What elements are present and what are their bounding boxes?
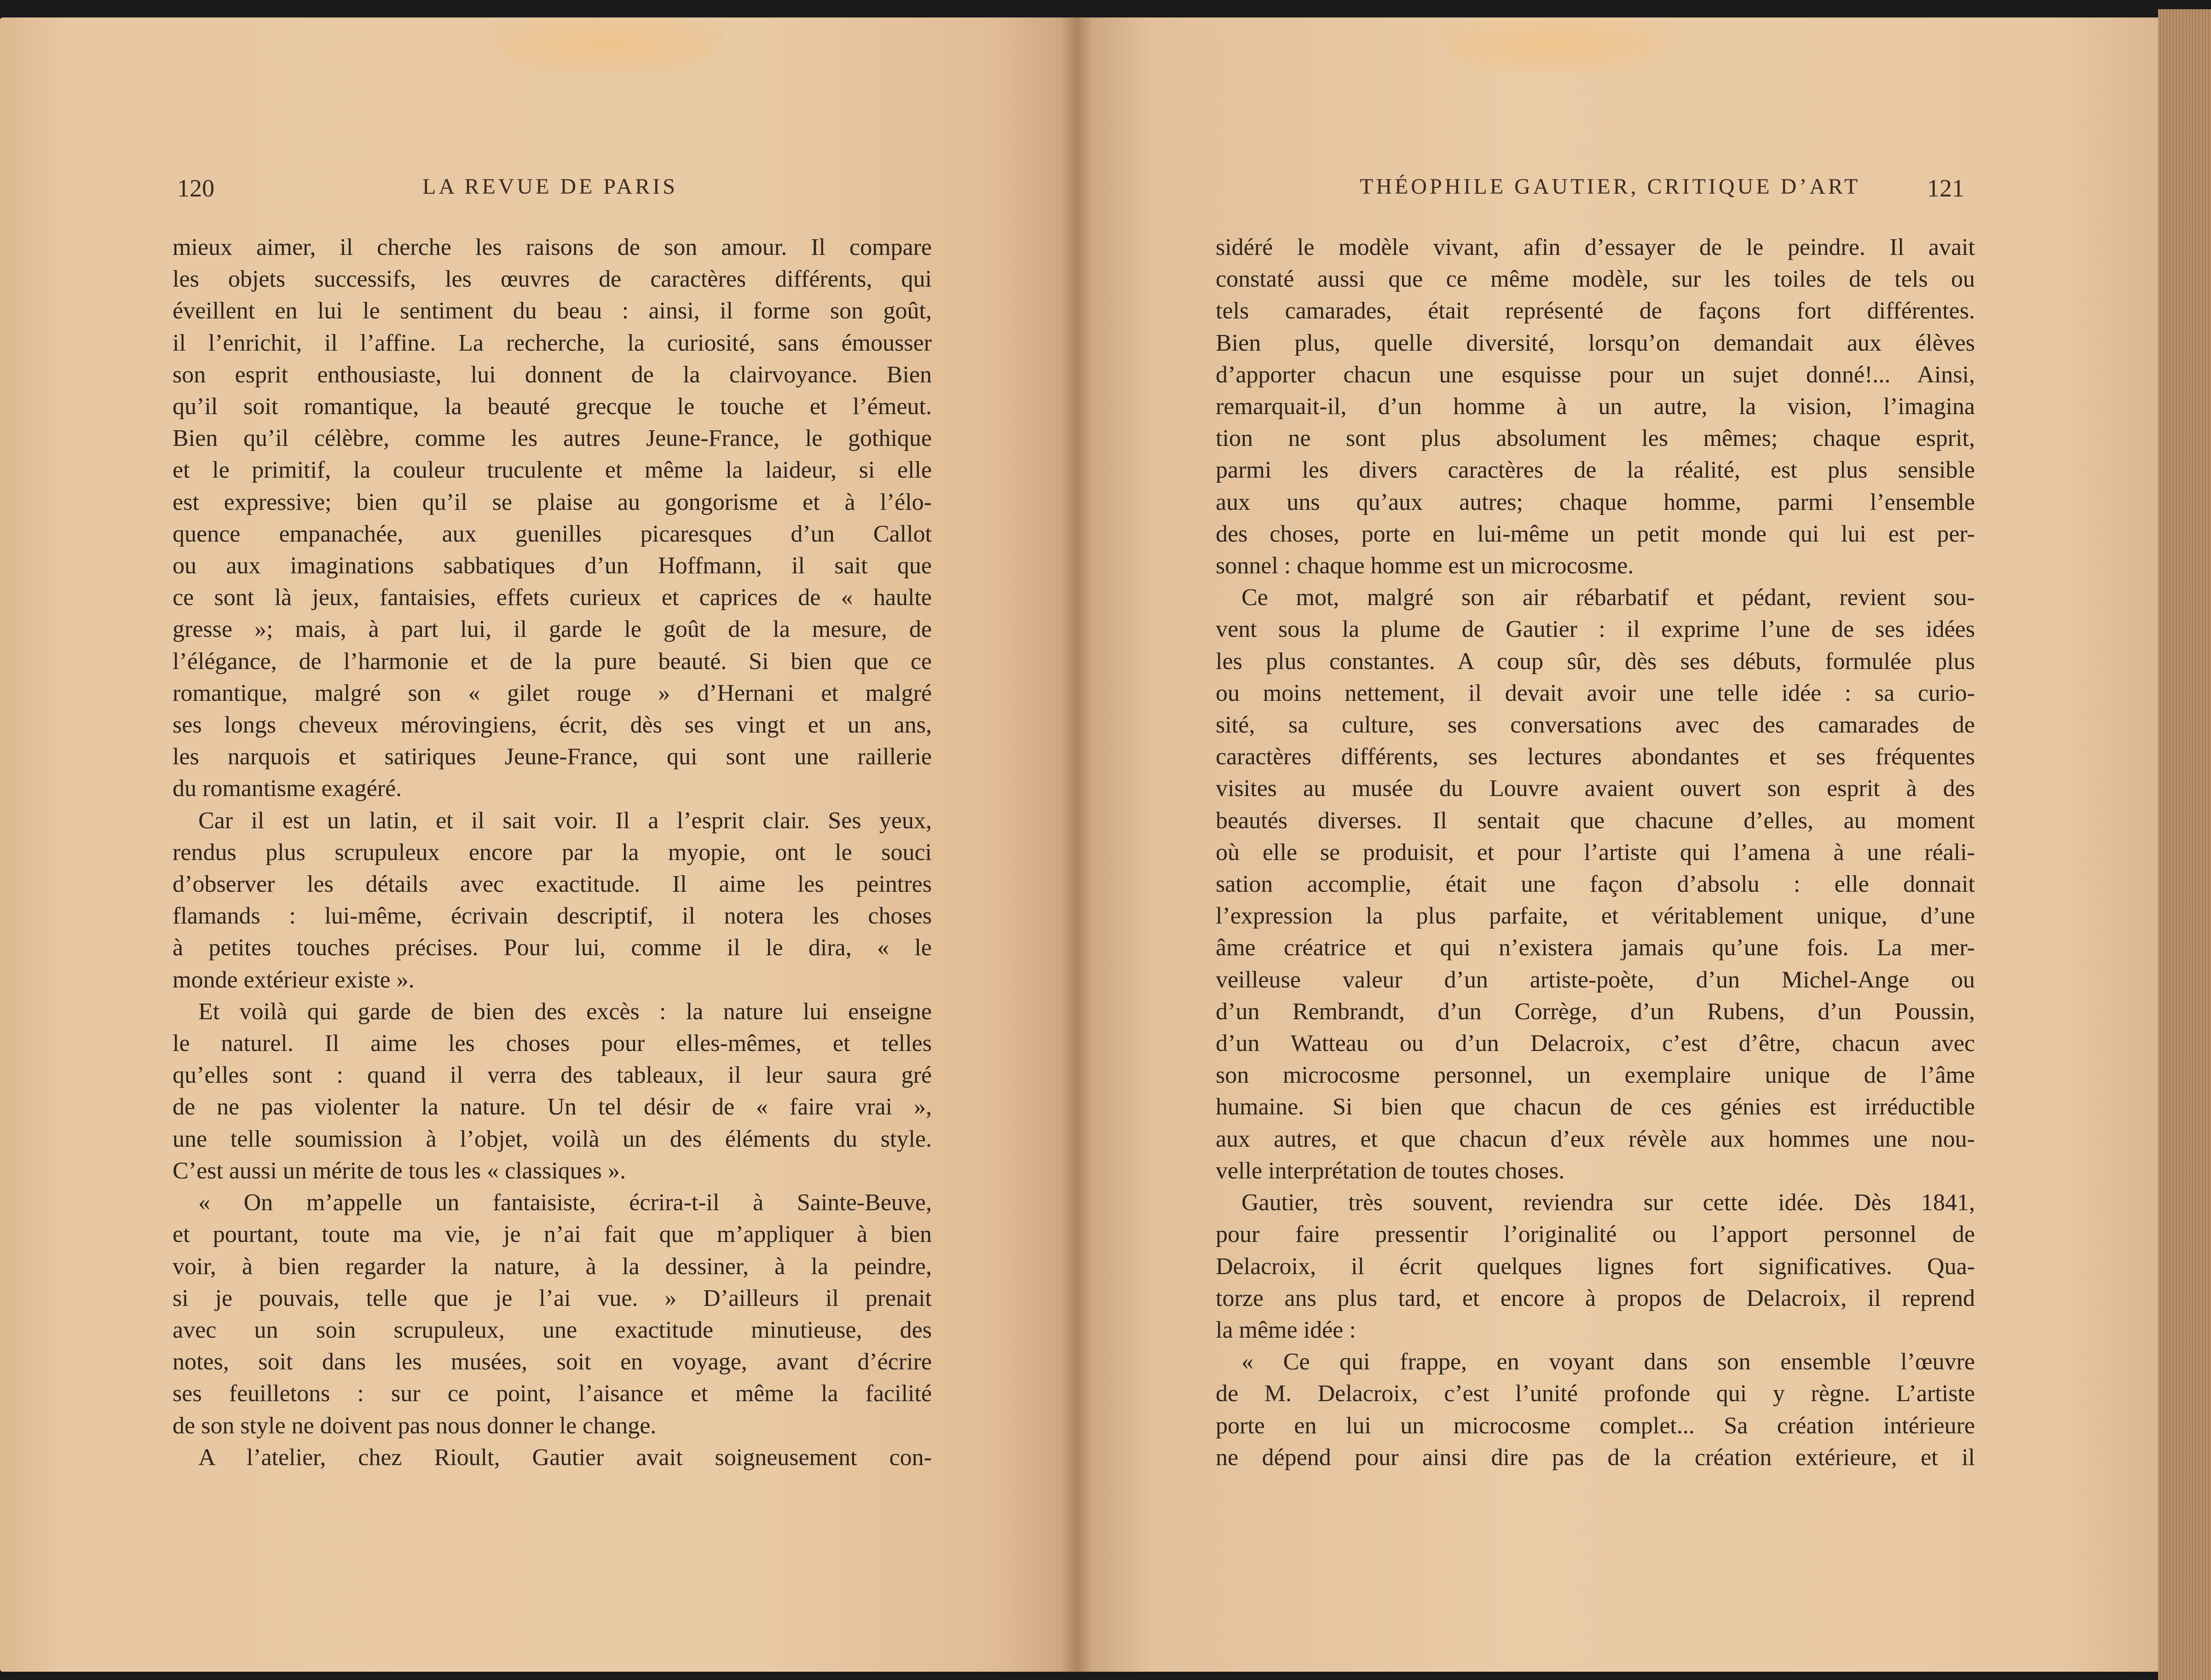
- text-line: de son style ne doivent pas nous donner le change.: [173, 1412, 657, 1439]
- right-running-head: THÉOPHILE GAUTIER, CRITIQUE D’ART: [1360, 174, 1861, 199]
- text-line: Car il est un latin, et il sait voir. Il a l’esprit clair. Ses yeux,: [198, 807, 932, 834]
- text-line: quence empanachée, aux guenilles picaresques d’un Callot: [173, 520, 932, 547]
- text-line: son microcosme personnel, un exemplaire unique de l’âme: [1216, 1062, 1975, 1089]
- text-line: de ne pas violenter la nature. Un tel désir de « faire vrai »,: [173, 1094, 932, 1120]
- text-line: vent sous la plume de Gautier : il exprime l’une de ses idées: [1216, 616, 1975, 643]
- text-line: d’apporter chacun une esquisse pour un sujet donné!... Ainsi,: [1216, 361, 1975, 388]
- background-top: [0, 0, 2211, 18]
- text-line: ses feuilletons : sur ce point, l’aisance et même la facilité: [173, 1380, 932, 1407]
- text-line: humaine. Si bien que chacun de ces génies est irréductible: [1216, 1094, 1975, 1120]
- text-line: remarquait-il, d’un homme à un autre, la vision, l’imagina: [1216, 393, 1975, 420]
- page-edges: [2158, 9, 2211, 1680]
- text-line: âme créatrice et qui n’existera jamais qu’une fois. La mer-: [1216, 935, 1975, 961]
- text-line: des choses, porte en lui-même un petit monde qui lui est per-: [1216, 520, 1975, 547]
- text-line: est expressive; bien qu’il se plaise au gongorisme et à l’élo-: [173, 489, 932, 515]
- text-line: notes, soit dans les musées, soit en voyage, avant d’écrire: [173, 1349, 932, 1375]
- text-line: sonnel : chaque homme est un microcosme.: [1216, 553, 1634, 579]
- text-line: les plus constantes. A coup sûr, dès ses débuts, formulée plus: [1216, 648, 1975, 675]
- text-line: caractères différents, ses lectures abondantes et ses fréquentes: [1216, 744, 1975, 770]
- text-line: l’expression la plus parfaite, et véritablement unique, d’une: [1216, 903, 1975, 929]
- text-line: sidéré le modèle vivant, afin d’essayer de le peindre. Il avait: [1216, 234, 1975, 260]
- text-line: d’un Watteau ou d’un Delacroix, c’est d’être, chacun avec: [1216, 1030, 1975, 1057]
- text-line: le naturel. Il aime les choses pour elles-mêmes, et telles: [173, 1030, 932, 1057]
- text-line: monde extérieur existe ».: [173, 966, 415, 993]
- left-page-body: [173, 231, 932, 1473]
- text-line: l’élégance, de l’harmonie et de la pure beauté. Si bien que ce: [173, 648, 932, 675]
- text-line: son esprit enthousiaste, lui donnent de la clairvoyance. Bien: [173, 361, 932, 388]
- text-line: du romantisme exagéré.: [173, 775, 402, 802]
- text-line: velle interprétation de toutes choses.: [1216, 1157, 1565, 1184]
- text-line: Bien plus, quelle diversité, lorsqu’on demandait aux élèves: [1216, 329, 1975, 356]
- text-line: beautés diverses. Il sentait que chacune d’elles, au moment: [1216, 807, 1975, 834]
- right-page-number: 121: [1927, 174, 1964, 202]
- text-line: les objets successifs, les œuvres de caractères différents, qui: [173, 266, 932, 293]
- text-line: romantique, malgré son « gilet rouge » d’Hernani et malgré: [173, 680, 932, 706]
- text-line: ne dépend pour ainsi dire pas de la création extérieure, et il: [1216, 1444, 1975, 1471]
- text-line: où elle se produisit, et pour l’artiste qui l’amena à une réali-: [1216, 839, 1975, 866]
- text-line: Bien qu’il célèbre, comme les autres Jeune-France, le gothique: [173, 425, 932, 452]
- text-line: constaté aussi que ce même modèle, sur les toiles de tels ou: [1216, 266, 1975, 293]
- text-line: éveillent en lui le sentiment du beau : ainsi, il forme son goût,: [173, 298, 932, 324]
- text-line: Delacroix, il écrit quelques lignes fort significatives. Qua-: [1216, 1253, 1975, 1280]
- left-page-number: 120: [177, 174, 214, 202]
- text-line: porte en lui un microcosme complet... Sa création intérieure: [1216, 1412, 1975, 1439]
- text-line: tion ne sont plus absolument les mêmes; chaque esprit,: [1216, 425, 1975, 452]
- text-line: les narquois et satiriques Jeune-France, qui sont une raillerie: [173, 744, 932, 770]
- book-gutter: [1061, 17, 1093, 1672]
- text-line: gresse »; mais, à part lui, il garde le goût de la mesure, de: [173, 616, 932, 643]
- text-line: et pourtant, toute ma vie, je n’ai fait que m’appliquer à bien: [173, 1221, 932, 1248]
- text-line: d’un Rembrandt, d’un Corrège, d’un Rubens, d’un Poussin,: [1216, 998, 1975, 1025]
- text-line: veilleuse valeur d’un artiste-poète, d’un Michel-Ange ou: [1216, 966, 1975, 993]
- right-page-body: [1216, 231, 1975, 1473]
- text-line: A l’atelier, chez Rioult, Gautier avait soigneusement con-: [198, 1444, 932, 1471]
- right-page: [1077, 17, 2163, 1672]
- text-line: ou aux imaginations sabbatiques d’un Hoffmann, il sait que: [173, 553, 932, 579]
- text-line: « Ce qui frappe, en voyant dans son ensemble l’œuvre: [1241, 1349, 1975, 1375]
- text-line: à petites touches précises. Pour lui, comme il le dira, « le: [173, 935, 932, 961]
- text-line: flamands : lui-même, écrivain descriptif, il notera les choses: [173, 903, 932, 929]
- text-line: et le primitif, la couleur truculente et même la laideur, si elle: [173, 457, 932, 484]
- text-line: qu’il soit romantique, la beauté grecque le touche et l’émeut.: [173, 393, 932, 420]
- text-line: C’est aussi un mérite de tous les « classiques ».: [173, 1157, 626, 1184]
- text-line: mieux aimer, il cherche les raisons de son amour. Il compare: [173, 234, 932, 260]
- text-line: voir, à bien regarder la nature, à la dessiner, à la peindre,: [173, 1253, 932, 1280]
- text-line: avec un soin scrupuleux, une exactitude minutieuse, des: [173, 1316, 932, 1343]
- text-line: visites au musée du Louvre avaient ouvert son esprit à des: [1216, 775, 1975, 802]
- text-line: qu’elles sont : quand il verra des tableaux, il leur saura gré: [173, 1062, 932, 1089]
- text-line: aux uns qu’aux autres; chaque homme, parmi l’ensemble: [1216, 489, 1975, 515]
- text-line: torze ans plus tard, et encore à propos de Delacroix, il reprend: [1216, 1285, 1975, 1311]
- text-line: ses longs cheveux mérovingiens, écrit, dès ses vingt et un ans,: [173, 712, 932, 739]
- text-line: Ce mot, malgré son air rébarbatif et pédant, revient sou-: [1241, 584, 1975, 611]
- left-running-head: LA REVUE DE PARIS: [422, 174, 678, 199]
- text-line: il l’enrichit, il l’affine. La recherche, la curiosité, sans émousser: [173, 329, 932, 356]
- text-line: une telle soumission à l’objet, voilà un des éléments du style.: [173, 1126, 932, 1152]
- text-line: sation accomplie, était une façon d’absolu : elle donnait: [1216, 871, 1975, 898]
- text-line: de M. Delacroix, c’est l’unité profonde qui y règne. L’artiste: [1216, 1380, 1975, 1407]
- text-line: si je pouvais, telle que je l’ai vue. » D’ailleurs il prenait: [173, 1285, 932, 1311]
- text-line: tels camarades, était représenté de façons fort différentes.: [1216, 298, 1975, 324]
- text-line: ce sont là jeux, fantaisies, effets curieux et caprices de « haulte: [173, 584, 932, 611]
- text-line: « On m’appelle un fantaisiste, écrira-t-il à Sainte-Beuve,: [198, 1189, 932, 1216]
- text-line: rendus plus scrupuleux encore par la myopie, ont le souci: [173, 839, 932, 866]
- text-line: parmi les divers caractères de la réalité, est plus sensible: [1216, 457, 1975, 484]
- text-line: pour faire pressentir l’originalité ou l’apport personnel de: [1216, 1221, 1975, 1248]
- text-line: la même idée :: [1216, 1316, 1356, 1343]
- text-line: Et voilà qui garde de bien des excès : la nature lui enseigne: [198, 998, 932, 1025]
- left-page: [0, 17, 1077, 1672]
- text-line: d’observer les détails avec exactitude. Il aime les peintres: [173, 871, 932, 898]
- text-line: aux autres, et que chacun d’eux révèle aux hommes une nou-: [1216, 1126, 1975, 1152]
- paper-stain: [488, 17, 727, 73]
- text-line: Gautier, très souvent, reviendra sur cette idée. Dès 1841,: [1241, 1189, 1975, 1216]
- paper-stain: [1436, 17, 1675, 73]
- text-line: ou moins nettement, il devait avoir une telle idée : sa curio-: [1216, 680, 1975, 706]
- text-line: sité, sa culture, ses conversations avec des camarades de: [1216, 712, 1975, 739]
